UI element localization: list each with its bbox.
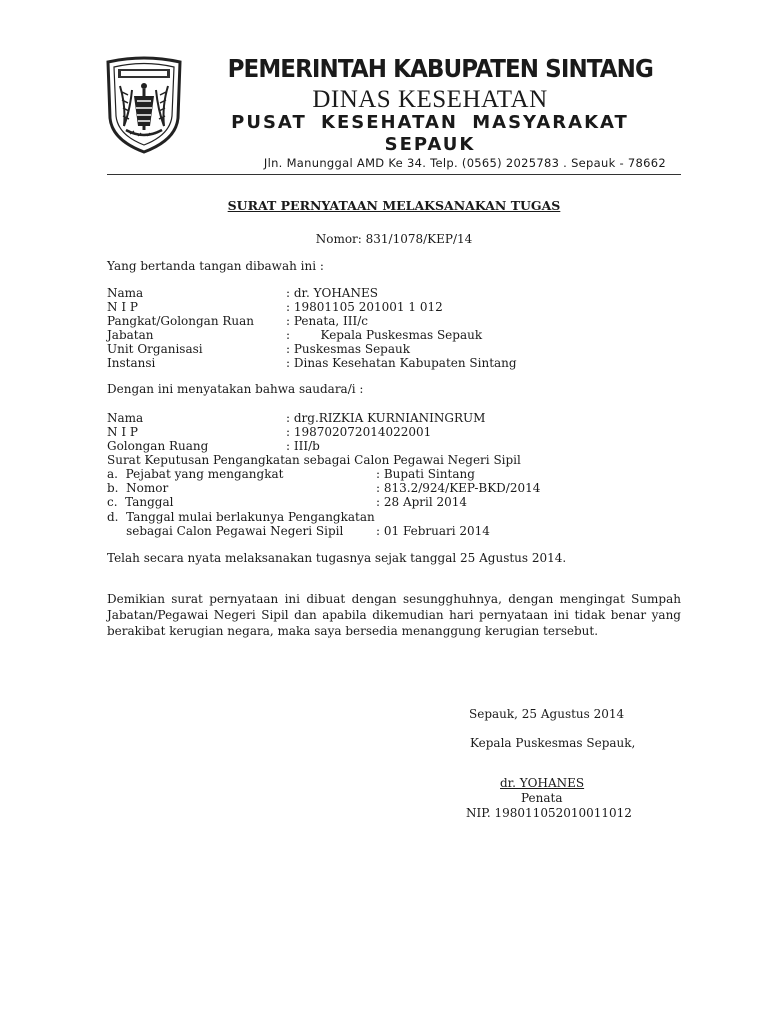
- statement-text: Dengan ini menyatakan bahwa saudara/i :: [107, 382, 364, 396]
- subject-label: N I P: [107, 425, 138, 439]
- decree-value: : 28 April 2014: [376, 495, 468, 509]
- decree-value: : 813.2/924/KEP-BKD/2014: [376, 481, 541, 495]
- signer-value: : Puskesmas Sepauk: [286, 342, 411, 356]
- letterhead-institution: PUSAT KESEHATAN MASYARAKAT: [231, 112, 629, 133]
- duty-statement: Telah secara nyata melaksanakan tugasnya sejak tanggal 25 Agustus 2014.: [107, 551, 567, 565]
- signer-label: Instansi: [107, 356, 156, 370]
- decree-value: : 01 Februari 2014: [376, 524, 490, 538]
- decree-value: : Bupati Sintang: [376, 467, 475, 481]
- letterhead-divider: [107, 174, 681, 175]
- decree-label: a. Pejabat yang mengangkat: [107, 467, 284, 481]
- letterhead-government: PEMERINTAH KABUPATEN SINTANG: [227, 54, 653, 83]
- subject-value: : III/b: [286, 439, 320, 453]
- document-number: Nomor: 831/1078/KEP/14: [315, 232, 473, 246]
- decree-label: b. Nomor: [107, 481, 169, 495]
- signer-value: : 19801105 201001 1 012: [286, 300, 443, 314]
- subject-label: Golongan Ruang: [107, 439, 209, 453]
- signature-rank: Penata: [521, 791, 563, 805]
- signer-label: Pangkat/Golongan Ruan: [107, 314, 255, 328]
- decree-heading: Surat Keputusan Pengangkatan sebagai Calon Pegawai Negeri Sipil: [107, 453, 521, 467]
- letterhead-location: SEPAUK: [384, 134, 476, 155]
- signer-label: N I P: [107, 300, 138, 314]
- signer-label: Unit Organisasi: [107, 342, 203, 356]
- signer-value: : dr. YOHANES: [286, 286, 378, 300]
- signer-value: : Penata, III/c: [286, 314, 368, 328]
- signer-value: : Kepala Puskesmas Sepauk: [286, 328, 483, 342]
- document-title: SURAT PERNYATAAN MELAKSANAKAN TUGAS: [227, 198, 561, 213]
- decree-label: sebagai Calon Pegawai Negeri Sipil: [107, 524, 344, 538]
- closing-paragraph: Demikian surat pernyataan ini dibuat dengan sesungghuhnya, dengan mengingat Sumpah Jabatan/Pegawai Negeri Sipil dan apabila dikemudian hari pernyataan ini tidak benar yang berakibat kerugian negara, maka saya bersedia menanggung kerugian tersebut.: [107, 592, 681, 638]
- signature-position: Kepala Puskesmas Sepauk,: [470, 736, 636, 750]
- letterhead-address: Jln. Manunggal AMD Ke 34. Telp. (0565) 2025783 . Sepauk - 78662: [263, 156, 666, 170]
- signature-nip: NIP. 198011052010011012: [466, 806, 632, 820]
- signature-place-date: Sepauk, 25 Agustus 2014: [469, 707, 625, 721]
- subject-value: : drg.RIZKIA KURNIANINGRUM: [286, 411, 486, 425]
- signer-label: Nama: [107, 286, 144, 300]
- regency-emblem-logo: [104, 56, 184, 154]
- signer-label: Jabatan: [107, 328, 154, 342]
- subject-label: Nama: [107, 411, 144, 425]
- intro-text: Yang bertanda tangan dibawah ini :: [107, 259, 324, 273]
- signature-name: dr. YOHANES: [500, 776, 585, 790]
- subject-value: : 198702072014022001: [286, 425, 432, 439]
- decree-label: d. Tanggal mulai berlakunya Pengangkatan: [107, 510, 375, 524]
- letterhead-department: DINAS KESEHATAN: [312, 86, 548, 113]
- signer-value: : Dinas Kesehatan Kabupaten Sintang: [286, 356, 517, 370]
- decree-label: c. Tanggal: [107, 495, 174, 509]
